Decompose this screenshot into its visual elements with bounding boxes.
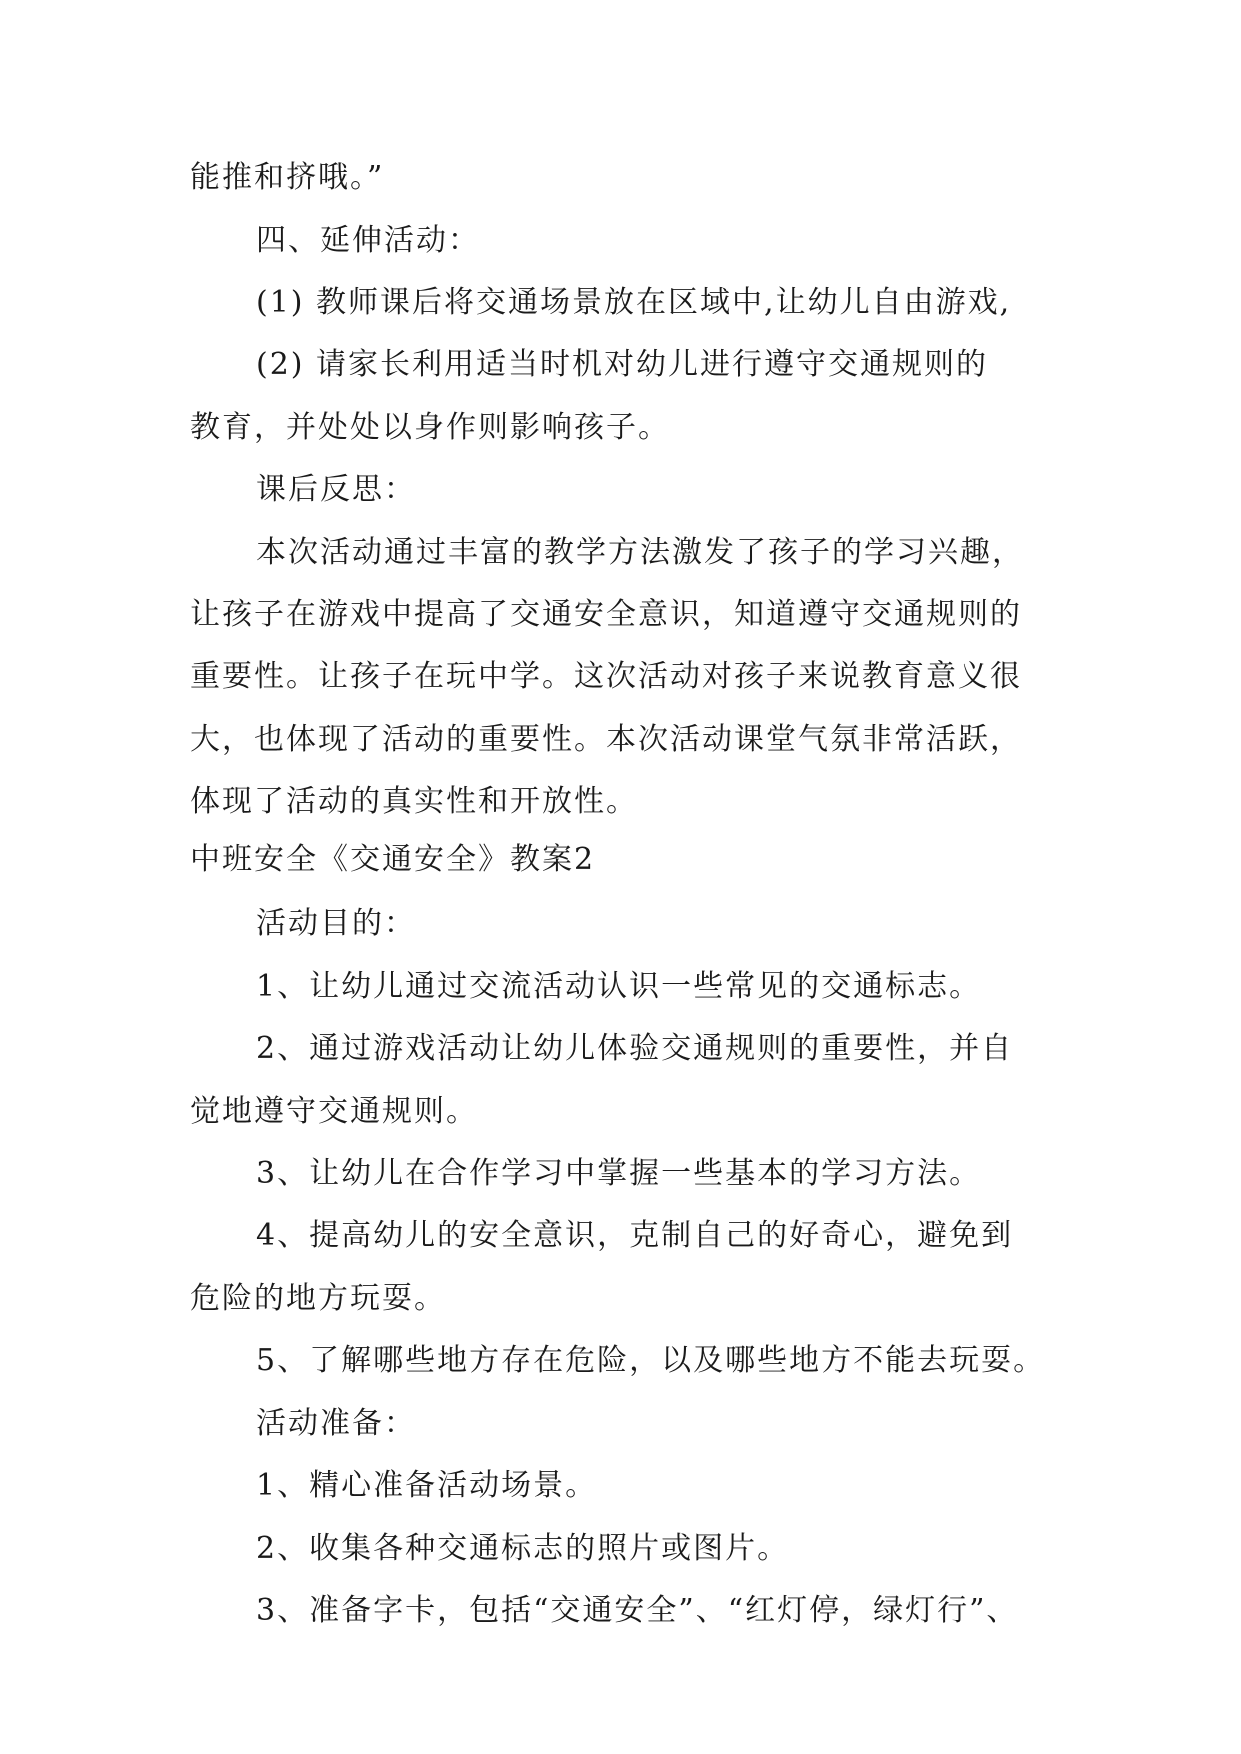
- list-item: 3、让幼儿在合作学习中掌握一些基本的学习方法。: [256, 1156, 982, 1191]
- list-item: (2) 请家长利用适当时机对幼儿进行遵守交通规则的: [256, 347, 989, 382]
- text-line: 教育，并处处以身作则影响孩子。: [190, 410, 670, 445]
- text-line: 能推和挤哦。”: [190, 160, 385, 195]
- paragraph-line: 重要性。让孩子在玩中学。这次活动对孩子来说教育意义很: [190, 659, 1022, 694]
- section-heading: 活动目的：: [256, 906, 416, 941]
- list-item: 5、了解哪些地方存在危险，以及哪些地方不能去玩耍。: [256, 1343, 1046, 1378]
- list-item: 1、精心准备活动场景。: [256, 1468, 598, 1503]
- document-title: 中班安全《交通安全》教案2: [190, 842, 596, 877]
- section-heading: 课后反思：: [256, 472, 416, 507]
- paragraph-line: 体现了活动的真实性和开放性。: [190, 784, 638, 819]
- paragraph-line: 让孩子在游戏中提高了交通安全意识，知道遵守交通规则的: [190, 597, 1022, 632]
- list-item: 2、收集各种交通标志的照片或图片。: [256, 1531, 790, 1566]
- paragraph-line: 大，也体现了活动的重要性。本次活动课堂气氛非常活跃，: [190, 722, 1022, 757]
- list-item: 3、准备字卡，包括“交通安全”、“红灯停，绿灯行”、: [256, 1593, 1019, 1628]
- list-item: 4、提高幼儿的安全意识，克制自己的好奇心，避免到: [256, 1218, 1014, 1253]
- list-item: 1、让幼儿通过交流活动认识一些常见的交通标志。: [256, 969, 982, 1004]
- text-line: 觉地遵守交通规则。: [190, 1094, 478, 1129]
- section-heading: 四、延伸活动：: [256, 223, 480, 258]
- text-line: 危险的地方玩耍。: [190, 1281, 446, 1316]
- list-item: (1) 教师课后将交通场景放在区域中,让幼儿自由游戏,: [256, 285, 1012, 320]
- section-heading: 活动准备：: [256, 1406, 416, 1441]
- paragraph-line: 本次活动通过丰富的教学方法激发了孩子的学习兴趣，: [256, 535, 1024, 570]
- list-item: 2、通过游戏活动让幼儿体验交通规则的重要性，并自: [256, 1031, 1014, 1066]
